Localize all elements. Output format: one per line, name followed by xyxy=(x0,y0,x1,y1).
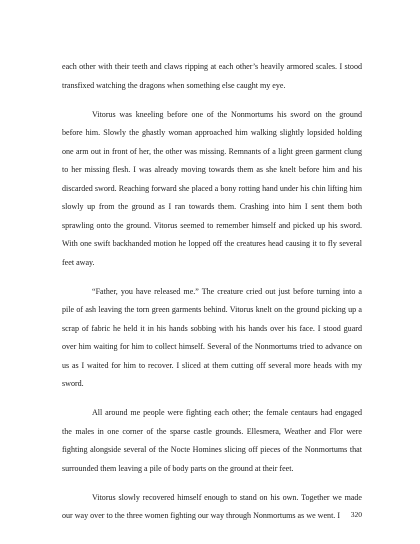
page-number: 320 xyxy=(350,510,362,519)
paragraph-4: All around me people were fighting each other; the female centaurs had engaged the males in one corner of the sparse castle grounds. Ellesmera, Weather and Flor were fighting alongside several of the Nocte Homines slicing off pieces of the Nonmortums that surrounded them leaving a pile of body parts on the ground at their feet. xyxy=(62,408,362,473)
paragraph-1: each other with their teeth and claws ripping at each other’s heavily armored scales. I stood transfixed watching the dragons when something else caught my eye. xyxy=(62,62,362,90)
body-text xyxy=(62,58,362,536)
paragraph-5: Vitorus slowly recovered himself enough to stand on his own. Together we made our way over to the three women fighting our way through Nonmortums as we went. I xyxy=(62,492,362,520)
paragraph-3: “Father, you have released me.” The creature cried out just before turning into a pile of ash leaving the torn green garments behind. Vitorus knelt on the ground picking up a scrap of fabric he held it in his hands sobbing with his hands over his face. I stood guard over him waiting for him to collect himself. Several of the Nonmortums tried to advance on us as I waited for him to recover. I sliced at them cutting off several more heads with my sword. xyxy=(62,286,362,388)
paragraph-2: Vitorus was kneeling before one of the Nonmortums his sword on the ground before him. Slowly the ghastly woman approached him walking slightly lopsided holding one arm out in front of her, the other was missing. Remnants of a light green garment clung to her missing flesh. I was already moving towards them as she knelt before him and his discarded sword. Reaching forward she placed a bony rotting hand under his chin lifting him slowly up from the ground as I ran towards them. Crashing into him I sent them both sprawling onto the ground. Vitorus seemed to remember himself and picked up his sword. With one swift backhanded motion he lopped off the creatures head causing it to fly several feet away. xyxy=(62,109,362,267)
